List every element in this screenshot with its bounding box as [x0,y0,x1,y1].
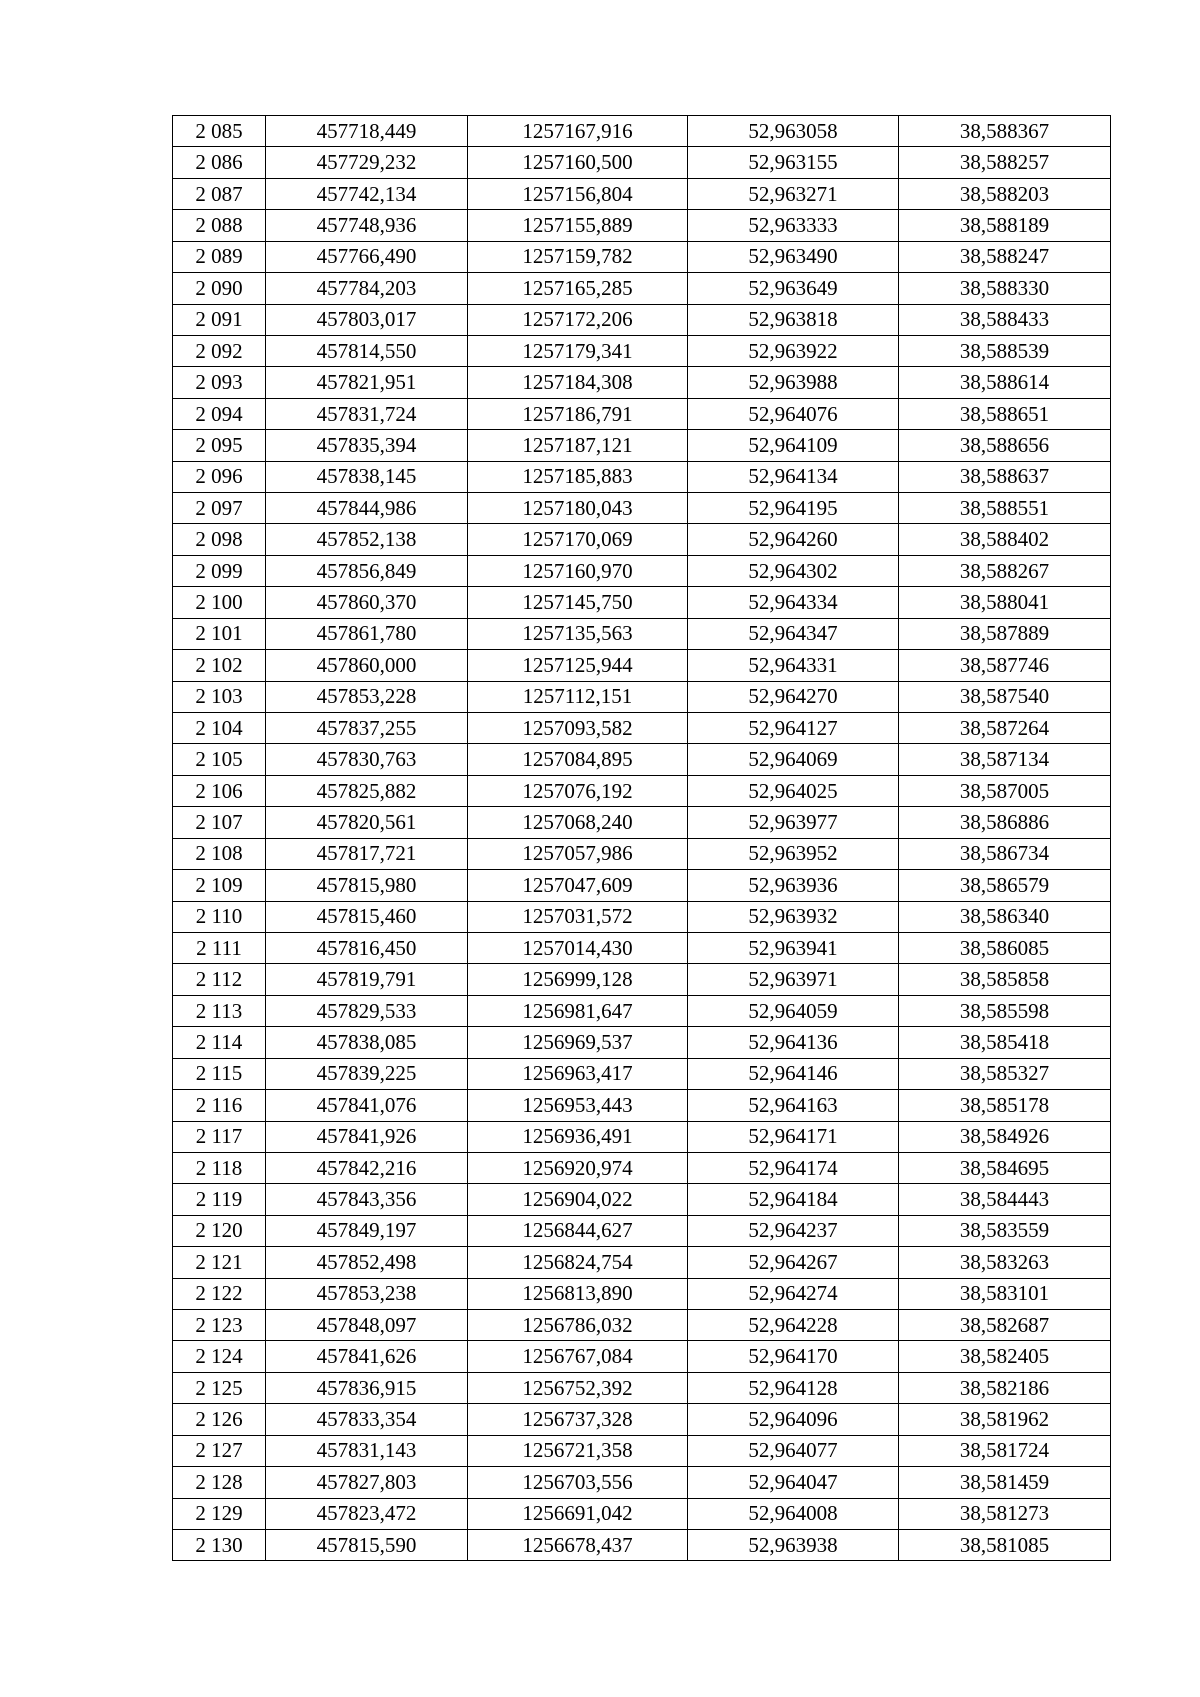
x-coordinate-cell: 457833,354 [266,1404,468,1435]
point-number-cell: 2 129 [173,1498,266,1529]
longitude-cell: 38,588203 [899,178,1111,209]
point-number-cell: 2 114 [173,1027,266,1058]
y-coordinate-cell: 1256691,042 [468,1498,688,1529]
y-coordinate-cell: 1256703,556 [468,1467,688,1498]
table-row [173,335,1111,366]
y-coordinate-cell: 1257155,889 [468,210,688,241]
point-number-cell: 2 087 [173,178,266,209]
table-row [173,367,1111,398]
y-coordinate-cell: 1256844,627 [468,1215,688,1246]
x-coordinate-cell: 457860,370 [266,587,468,618]
longitude-cell: 38,587889 [899,618,1111,649]
x-coordinate-cell: 457829,533 [266,995,468,1026]
latitude-cell: 52,963333 [688,210,899,241]
longitude-cell: 38,584926 [899,1121,1111,1152]
x-coordinate-cell: 457842,216 [266,1152,468,1183]
longitude-cell: 38,583101 [899,1278,1111,1309]
point-number-cell: 2 130 [173,1529,266,1560]
x-coordinate-cell: 457852,138 [266,524,468,555]
x-coordinate-cell: 457848,097 [266,1310,468,1341]
y-coordinate-cell: 1256813,890 [468,1278,688,1309]
point-number-cell: 2 093 [173,367,266,398]
y-coordinate-cell: 1256786,032 [468,1310,688,1341]
latitude-cell: 52,963058 [688,116,899,147]
latitude-cell: 52,964171 [688,1121,899,1152]
point-number-cell: 2 108 [173,838,266,869]
x-coordinate-cell: 457853,238 [266,1278,468,1309]
latitude-cell: 52,964347 [688,618,899,649]
longitude-cell: 38,583559 [899,1215,1111,1246]
longitude-cell: 38,584443 [899,1184,1111,1215]
x-coordinate-cell: 457817,721 [266,838,468,869]
latitude-cell: 52,963932 [688,901,899,932]
x-coordinate-cell: 457803,017 [266,304,468,335]
longitude-cell: 38,588257 [899,147,1111,178]
point-number-cell: 2 085 [173,116,266,147]
y-coordinate-cell: 1257167,916 [468,116,688,147]
point-number-cell: 2 089 [173,241,266,272]
table-row [173,901,1111,932]
longitude-cell: 38,585418 [899,1027,1111,1058]
point-number-cell: 2 115 [173,1058,266,1089]
point-number-cell: 2 104 [173,713,266,744]
x-coordinate-cell: 457830,763 [266,744,468,775]
point-number-cell: 2 105 [173,744,266,775]
latitude-cell: 52,963941 [688,932,899,963]
point-number-cell: 2 094 [173,398,266,429]
y-coordinate-cell: 1257057,986 [468,838,688,869]
table-row [173,1090,1111,1121]
table-row [173,304,1111,335]
table-row [173,1498,1111,1529]
table-row [173,1247,1111,1278]
table-row [173,713,1111,744]
point-number-cell: 2 124 [173,1341,266,1372]
longitude-cell: 38,588651 [899,398,1111,429]
table-row [173,147,1111,178]
table-row [173,555,1111,586]
latitude-cell: 52,964069 [688,744,899,775]
latitude-cell: 52,963922 [688,335,899,366]
longitude-cell: 38,587746 [899,650,1111,681]
latitude-cell: 52,964047 [688,1467,899,1498]
latitude-cell: 52,964174 [688,1152,899,1183]
y-coordinate-cell: 1257068,240 [468,807,688,838]
y-coordinate-cell: 1256999,128 [468,964,688,995]
latitude-cell: 52,963988 [688,367,899,398]
longitude-cell: 38,583263 [899,1247,1111,1278]
x-coordinate-cell: 457819,791 [266,964,468,995]
x-coordinate-cell: 457837,255 [266,713,468,744]
longitude-cell: 38,588367 [899,116,1111,147]
x-coordinate-cell: 457815,590 [266,1529,468,1560]
point-number-cell: 2 123 [173,1310,266,1341]
longitude-cell: 38,582186 [899,1372,1111,1403]
table-row [173,838,1111,869]
table-row [173,1372,1111,1403]
table-row [173,1215,1111,1246]
x-coordinate-cell: 457766,490 [266,241,468,272]
x-coordinate-cell: 457860,000 [266,650,468,681]
y-coordinate-cell: 1257160,500 [468,147,688,178]
table-row [173,493,1111,524]
point-number-cell: 2 119 [173,1184,266,1215]
table-row [173,178,1111,209]
table-row [173,1529,1111,1560]
y-coordinate-cell: 1257159,782 [468,241,688,272]
table-row [173,681,1111,712]
table-row [173,650,1111,681]
point-number-cell: 2 128 [173,1467,266,1498]
y-coordinate-cell: 1256721,358 [468,1435,688,1466]
longitude-cell: 38,588614 [899,367,1111,398]
y-coordinate-cell: 1257180,043 [468,493,688,524]
table-row [173,1467,1111,1498]
longitude-cell: 38,586340 [899,901,1111,932]
point-number-cell: 2 118 [173,1152,266,1183]
longitude-cell: 38,588656 [899,430,1111,461]
y-coordinate-cell: 1256969,537 [468,1027,688,1058]
x-coordinate-cell: 457841,926 [266,1121,468,1152]
x-coordinate-cell: 457844,986 [266,493,468,524]
table-row [173,1027,1111,1058]
table-row [173,116,1111,147]
x-coordinate-cell: 457816,450 [266,932,468,963]
latitude-cell: 52,963490 [688,241,899,272]
table-row [173,587,1111,618]
latitude-cell: 52,964077 [688,1435,899,1466]
point-number-cell: 2 088 [173,210,266,241]
y-coordinate-cell: 1257084,895 [468,744,688,775]
x-coordinate-cell: 457838,145 [266,461,468,492]
x-coordinate-cell: 457836,915 [266,1372,468,1403]
point-number-cell: 2 100 [173,587,266,618]
latitude-cell: 52,964008 [688,1498,899,1529]
table-row [173,1184,1111,1215]
longitude-cell: 38,587005 [899,775,1111,806]
point-number-cell: 2 110 [173,901,266,932]
point-number-cell: 2 099 [173,555,266,586]
table-row [173,1058,1111,1089]
x-coordinate-cell: 457831,143 [266,1435,468,1466]
point-number-cell: 2 102 [173,650,266,681]
latitude-cell: 52,963818 [688,304,899,335]
latitude-cell: 52,963936 [688,870,899,901]
latitude-cell: 52,964228 [688,1310,899,1341]
latitude-cell: 52,964170 [688,1341,899,1372]
point-number-cell: 2 127 [173,1435,266,1466]
x-coordinate-cell: 457748,936 [266,210,468,241]
x-coordinate-cell: 457827,803 [266,1467,468,1498]
latitude-cell: 52,964136 [688,1027,899,1058]
x-coordinate-cell: 457814,550 [266,335,468,366]
point-number-cell: 2 098 [173,524,266,555]
y-coordinate-cell: 1256737,328 [468,1404,688,1435]
x-coordinate-cell: 457815,460 [266,901,468,932]
latitude-cell: 52,964163 [688,1090,899,1121]
y-coordinate-cell: 1257014,430 [468,932,688,963]
point-number-cell: 2 121 [173,1247,266,1278]
y-coordinate-cell: 1256981,647 [468,995,688,1026]
x-coordinate-cell: 457843,356 [266,1184,468,1215]
x-coordinate-cell: 457853,228 [266,681,468,712]
y-coordinate-cell: 1257093,582 [468,713,688,744]
point-number-cell: 2 116 [173,1090,266,1121]
longitude-cell: 38,581962 [899,1404,1111,1435]
y-coordinate-cell: 1257185,883 [468,461,688,492]
x-coordinate-cell: 457841,076 [266,1090,468,1121]
y-coordinate-cell: 1256953,443 [468,1090,688,1121]
latitude-cell: 52,963952 [688,838,899,869]
table-row [173,1152,1111,1183]
point-number-cell: 2 106 [173,775,266,806]
y-coordinate-cell: 1257187,121 [468,430,688,461]
point-number-cell: 2 122 [173,1278,266,1309]
latitude-cell: 52,964274 [688,1278,899,1309]
y-coordinate-cell: 1257125,944 [468,650,688,681]
latitude-cell: 52,964237 [688,1215,899,1246]
longitude-cell: 38,588267 [899,555,1111,586]
longitude-cell: 38,584695 [899,1152,1111,1183]
longitude-cell: 38,581459 [899,1467,1111,1498]
latitude-cell: 52,964331 [688,650,899,681]
longitude-cell: 38,582687 [899,1310,1111,1341]
table-row [173,1278,1111,1309]
latitude-cell: 52,964334 [688,587,899,618]
longitude-cell: 38,588551 [899,493,1111,524]
y-coordinate-cell: 1257076,192 [468,775,688,806]
y-coordinate-cell: 1256752,392 [468,1372,688,1403]
table-row [173,273,1111,304]
coordinates-table-body [173,116,1111,1561]
x-coordinate-cell: 457742,134 [266,178,468,209]
latitude-cell: 52,964260 [688,524,899,555]
point-number-cell: 2 101 [173,618,266,649]
x-coordinate-cell: 457820,561 [266,807,468,838]
y-coordinate-cell: 1256963,417 [468,1058,688,1089]
y-coordinate-cell: 1256904,022 [468,1184,688,1215]
x-coordinate-cell: 457815,980 [266,870,468,901]
longitude-cell: 38,588433 [899,304,1111,335]
latitude-cell: 52,963271 [688,178,899,209]
latitude-cell: 52,963155 [688,147,899,178]
table-row [173,870,1111,901]
longitude-cell: 38,588189 [899,210,1111,241]
point-number-cell: 2 086 [173,147,266,178]
y-coordinate-cell: 1257145,750 [468,587,688,618]
y-coordinate-cell: 1257186,791 [468,398,688,429]
point-number-cell: 2 111 [173,932,266,963]
point-number-cell: 2 120 [173,1215,266,1246]
y-coordinate-cell: 1256824,754 [468,1247,688,1278]
table-row [173,430,1111,461]
point-number-cell: 2 125 [173,1372,266,1403]
x-coordinate-cell: 457841,626 [266,1341,468,1372]
longitude-cell: 38,587134 [899,744,1111,775]
table-row [173,210,1111,241]
longitude-cell: 38,582405 [899,1341,1111,1372]
longitude-cell: 38,586734 [899,838,1111,869]
latitude-cell: 52,964128 [688,1372,899,1403]
point-number-cell: 2 107 [173,807,266,838]
y-coordinate-cell: 1257172,206 [468,304,688,335]
y-coordinate-cell: 1257047,609 [468,870,688,901]
point-number-cell: 2 113 [173,995,266,1026]
point-number-cell: 2 103 [173,681,266,712]
y-coordinate-cell: 1257112,151 [468,681,688,712]
latitude-cell: 52,963938 [688,1529,899,1560]
point-number-cell: 2 090 [173,273,266,304]
latitude-cell: 52,964267 [688,1247,899,1278]
longitude-cell: 38,588539 [899,335,1111,366]
y-coordinate-cell: 1256920,974 [468,1152,688,1183]
longitude-cell: 38,581724 [899,1435,1111,1466]
point-number-cell: 2 095 [173,430,266,461]
longitude-cell: 38,581273 [899,1498,1111,1529]
point-number-cell: 2 091 [173,304,266,335]
latitude-cell: 52,964127 [688,713,899,744]
x-coordinate-cell: 457823,472 [266,1498,468,1529]
y-coordinate-cell: 1257031,572 [468,901,688,932]
table-row [173,524,1111,555]
latitude-cell: 52,964195 [688,493,899,524]
x-coordinate-cell: 457839,225 [266,1058,468,1089]
y-coordinate-cell: 1256936,491 [468,1121,688,1152]
x-coordinate-cell: 457849,197 [266,1215,468,1246]
table-row [173,1435,1111,1466]
longitude-cell: 38,586886 [899,807,1111,838]
latitude-cell: 52,963977 [688,807,899,838]
table-row [173,1310,1111,1341]
y-coordinate-cell: 1257160,970 [468,555,688,586]
longitude-cell: 38,585858 [899,964,1111,995]
y-coordinate-cell: 1256678,437 [468,1529,688,1560]
longitude-cell: 38,585598 [899,995,1111,1026]
latitude-cell: 52,964025 [688,775,899,806]
point-number-cell: 2 097 [173,493,266,524]
x-coordinate-cell: 457718,449 [266,116,468,147]
longitude-cell: 38,587264 [899,713,1111,744]
y-coordinate-cell: 1257170,069 [468,524,688,555]
longitude-cell: 38,588041 [899,587,1111,618]
latitude-cell: 52,964270 [688,681,899,712]
x-coordinate-cell: 457784,203 [266,273,468,304]
longitude-cell: 38,586085 [899,932,1111,963]
longitude-cell: 38,587540 [899,681,1111,712]
point-number-cell: 2 112 [173,964,266,995]
longitude-cell: 38,588637 [899,461,1111,492]
x-coordinate-cell: 457729,232 [266,147,468,178]
latitude-cell: 52,964109 [688,430,899,461]
table-row [173,461,1111,492]
longitude-cell: 38,588402 [899,524,1111,555]
table-row [173,775,1111,806]
latitude-cell: 52,964096 [688,1404,899,1435]
longitude-cell: 38,588247 [899,241,1111,272]
latitude-cell: 52,963971 [688,964,899,995]
x-coordinate-cell: 457852,498 [266,1247,468,1278]
latitude-cell: 52,964302 [688,555,899,586]
coordinates-table [172,115,1111,1561]
longitude-cell: 38,581085 [899,1529,1111,1560]
x-coordinate-cell: 457835,394 [266,430,468,461]
x-coordinate-cell: 457838,085 [266,1027,468,1058]
table-row [173,398,1111,429]
y-coordinate-cell: 1257165,285 [468,273,688,304]
longitude-cell: 38,588330 [899,273,1111,304]
table-row [173,241,1111,272]
point-number-cell: 2 109 [173,870,266,901]
table-row [173,1121,1111,1152]
latitude-cell: 52,963649 [688,273,899,304]
longitude-cell: 38,586579 [899,870,1111,901]
latitude-cell: 52,964059 [688,995,899,1026]
table-row [173,744,1111,775]
x-coordinate-cell: 457861,780 [266,618,468,649]
table-row [173,807,1111,838]
point-number-cell: 2 126 [173,1404,266,1435]
point-number-cell: 2 117 [173,1121,266,1152]
table-row [173,932,1111,963]
table-row [173,1341,1111,1372]
x-coordinate-cell: 457831,724 [266,398,468,429]
latitude-cell: 52,964146 [688,1058,899,1089]
point-number-cell: 2 096 [173,461,266,492]
point-number-cell: 2 092 [173,335,266,366]
y-coordinate-cell: 1256767,084 [468,1341,688,1372]
x-coordinate-cell: 457856,849 [266,555,468,586]
x-coordinate-cell: 457821,951 [266,367,468,398]
latitude-cell: 52,964134 [688,461,899,492]
y-coordinate-cell: 1257184,308 [468,367,688,398]
longitude-cell: 38,585178 [899,1090,1111,1121]
y-coordinate-cell: 1257179,341 [468,335,688,366]
y-coordinate-cell: 1257156,804 [468,178,688,209]
latitude-cell: 52,964184 [688,1184,899,1215]
table-row [173,618,1111,649]
latitude-cell: 52,964076 [688,398,899,429]
x-coordinate-cell: 457825,882 [266,775,468,806]
longitude-cell: 38,585327 [899,1058,1111,1089]
table-row [173,964,1111,995]
table-row [173,995,1111,1026]
table-row [173,1404,1111,1435]
y-coordinate-cell: 1257135,563 [468,618,688,649]
